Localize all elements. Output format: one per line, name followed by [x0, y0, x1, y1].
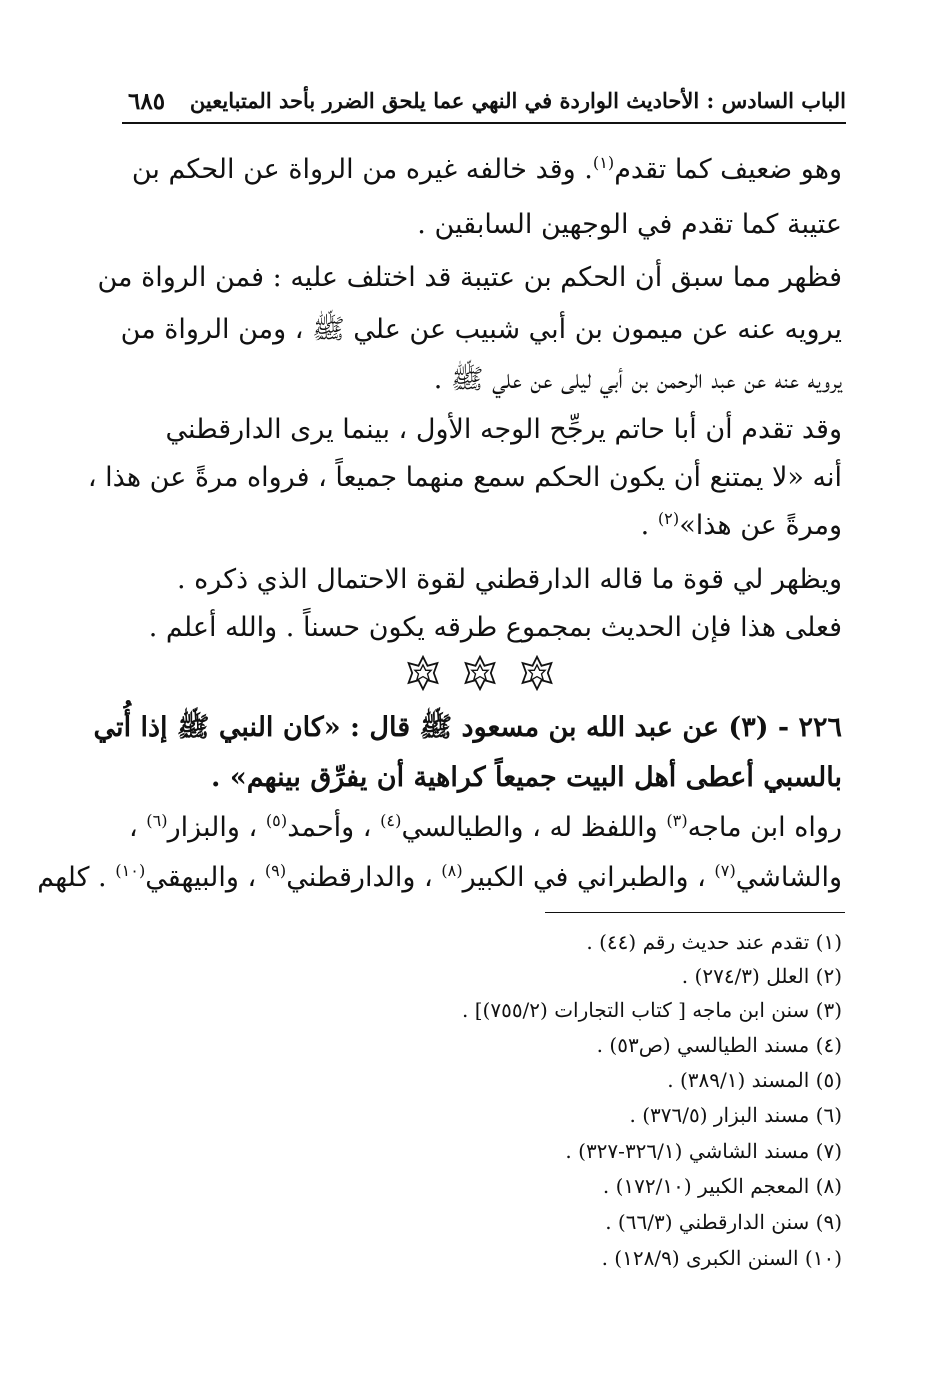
text-line: عتيبة كما تقدم في الوجهين السابقين . — [417, 209, 842, 240]
chapter-title: الباب السادس : الأحاديث الواردة في النهي عما يلحق الضرر بأحد المتبايعين — [189, 88, 846, 113]
footnote-ref: (٥) — [265, 811, 288, 830]
text-line: والشاشي$^{(٧)}$ ، والطبراني في الكبير$^{(٨)}$ ، والدارقطني$^{(٩)}$ ، والبيهقي$^{(١٠)}$ . كلهم — [37, 861, 842, 893]
footnote-ref: (٧) — [714, 861, 736, 880]
text-line: فعلى هذا فإن الحديث بمجموع طرقه يكون حسناً . والله أعلم . — [148, 612, 842, 643]
text-line: رواه ابن ماجه$^{(٣)}$ واللفظ له ، والطيالسي$^{(٤)}$ ، وأحمد$^{(٥)}$ ، والبزار$^{(٦)}$ ، — [128, 811, 842, 843]
footnote-ref: (٨) — [441, 861, 463, 880]
section-divider — [405, 655, 555, 695]
text-line: ويظهر لي قوة ما قاله الدارقطني لقوة الاحتمال الذي ذكره . — [177, 564, 842, 595]
footnote-ref: (٦) — [146, 811, 168, 830]
footnote-separator — [545, 912, 845, 913]
text-line: يرويه عنه عن عبد الرحمن بن أبي ليلى عن علي ﷺ . — [433, 364, 842, 395]
star-ornament-icon — [462, 655, 498, 691]
footnote: (٦) مسند البزار (٣٧٦/٥) . — [629, 1103, 842, 1127]
footnote: (١٠) السنن الكبرى (١٢٨/٩) . — [601, 1246, 842, 1270]
footnote: (٥) المسند (٣٨٩/١) . — [667, 1068, 842, 1092]
footnote-ref: (٤) — [380, 811, 402, 830]
text-line: وهو ضعيف كما تقدم$^{(١)}$. وقد خالفه غيره من الرواة عن الحكم بن — [131, 153, 842, 185]
footnote: (٢) العلل (٢٧٤/٣) . — [681, 964, 842, 988]
footnote: (٣) سنن ابن ماجه [ كتاب التجارات (٧٥٥/٢)] . — [462, 998, 842, 1022]
hadith-text: ٢٢٦ - (٣) عن عبد الله بن مسعود ﷺ قال : «كان النبي ﷺ إذا أُتي — [93, 712, 842, 743]
text-line: فظهر مما سبق أن الحكم بن عتيبة قد اختلف عليه : فمن الرواة من — [97, 262, 842, 293]
footnote-ref: (١) — [592, 153, 615, 172]
footnote: (٧) مسند الشاشي (٣٢٦/١-٣٢٧) . — [565, 1139, 842, 1163]
text-line: أنه «لا يمتنع أن يكون الحكم سمع منهما جميعاً ، فرواه مرةً عن هذا ، — [87, 462, 842, 493]
hadith-text: بالسبي أعطى أهل البيت جميعاً كراهية أن يفرِّق بينهم» . — [211, 762, 842, 793]
footnote: (٨) المعجم الكبير (١٧٢/١٠) . — [602, 1174, 842, 1198]
star-ornament-icon — [519, 655, 555, 691]
text-line: يرويه عنه عن ميمون بن أبي شبيب عن علي ﷺ ، ومن الرواة من — [120, 314, 842, 345]
page-number: ٦٨٥ — [128, 88, 166, 115]
text-line: ومرةً عن هذا»$^{(٢)}$ . — [640, 509, 842, 541]
footnote: (١) تقدم عند حديث رقم (٤٤) . — [586, 930, 842, 954]
footnote: (٩) سنن الدارقطني (٦٦/٣) . — [605, 1210, 842, 1234]
running-header — [122, 88, 846, 124]
star-ornament-icon — [405, 655, 441, 691]
footnote-ref: (٣) — [666, 811, 688, 830]
footnote: (٤) مسند الطيالسي (ص٥٣) . — [596, 1033, 842, 1057]
footnote-ref: (٩) — [264, 861, 287, 880]
footnote-ref: (١٠) — [115, 861, 146, 880]
footnote-ref: (٢) — [657, 509, 680, 528]
text-line: وقد تقدم أن أبا حاتم يرجِّح الوجه الأول ، بينما يرى الدارقطني — [165, 414, 842, 445]
